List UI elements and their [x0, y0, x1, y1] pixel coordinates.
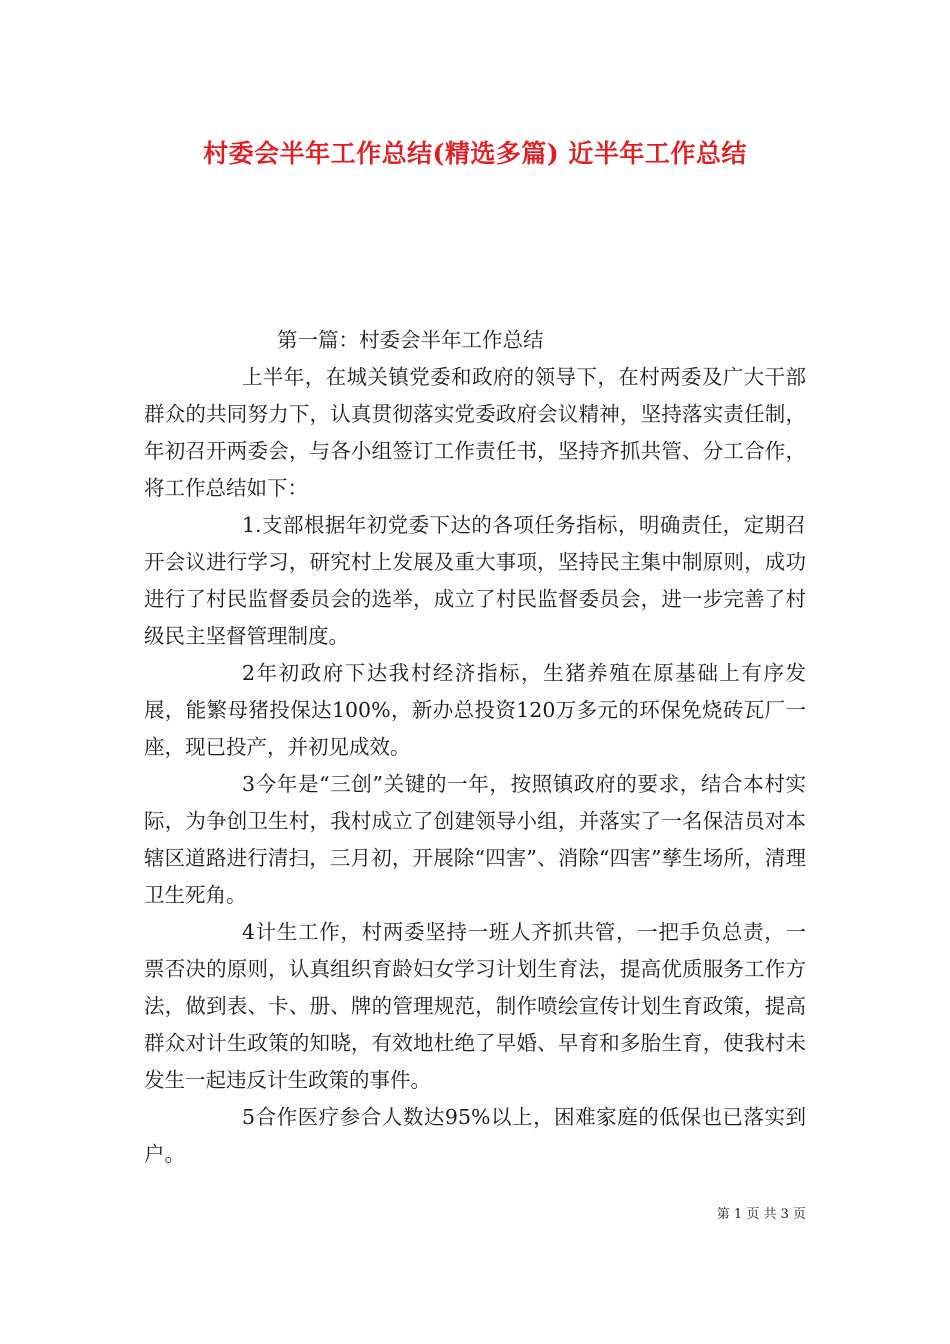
document-title: 村委会半年工作总结(精选多篇) 近半年工作总结	[203, 139, 747, 168]
paragraph-item-4: 4计生工作，村两委坚持一班人齐抓共管，一把手负总责，一票否决的原则，认真组织育龄妇女学习计划生育法，提高优质服务工作方法，做到表、卡、册、牌的管理规范，制作喷绘宣传计划生育政策，提高群众对计生政策的知晓，有效地杜绝了早婚、早育和多胎生育，使我村未发生一起违反计生政策的事件。	[144, 920, 806, 1092]
paragraph-intro: 上半年，在城关镇党委和政府的领导下，在村两委及广大干部群众的共同努力下，认真贯彻落实党委政府会议精神，坚持落实责任制，年初召开两委会，与各小组签订工作责任书，坚持齐抓共管、分工合作，将工作总结如下：	[144, 365, 806, 500]
paragraph-item-3: 3今年是“三创”关键的一年，按照镇政府的要求，结合本村实际，为争创卫生村，我村成立了创建领导小组，并落实了一名保洁员对本辖区道路进行清扫，三月初，开展除“四害”、消除“四害”孳生场所，清理卫生死角。	[144, 772, 806, 907]
section-heading: 第一篇：村委会半年工作总结	[277, 328, 544, 352]
paragraph-item-2: 2年初政府下达我村经济指标，生猪养殖在原基础上有序发展，能繁母猪投保达100%，新办总投资120万多元的环保免烧砖瓦厂一座，现已投产，并初见成效。	[144, 661, 806, 759]
document-body	[144, 322, 806, 1173]
paragraph-item-5: 5合作医疗参合人数达95%以上，困难家庭的低保也已落实到户。	[144, 1105, 806, 1166]
paragraph-item-1: 1.支部根据年初党委下达的各项任务指标，明确责任，定期召开会议进行学习，研究村上发展及重大事项，坚持民主集中制原则，成功进行了村民监督委员会的选举，成立了村民监督委员会，进一步完善了村级民主坚督管理制度。	[144, 513, 806, 648]
page-number-footer: 第 1 页 共 3 页	[716, 1207, 806, 1222]
